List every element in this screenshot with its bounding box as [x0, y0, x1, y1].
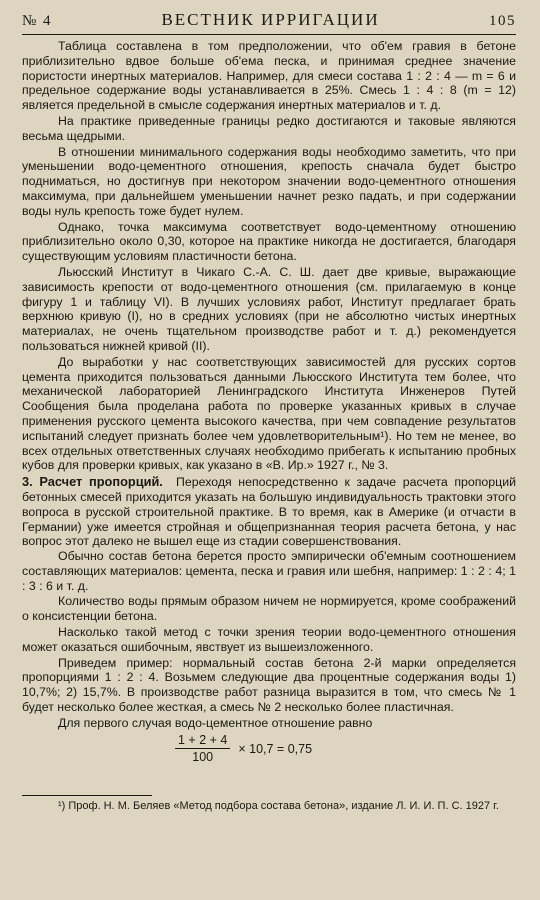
- header-rule: [22, 34, 516, 35]
- running-header: [22, 0, 516, 32]
- paragraph-example: Приведем пример: нормальный состав бетона 2-й марки определяется пропорциями 1 : 2 : 4. Возьмем следующие два процентные содержания воды 1) 10,7%; 2) 15,7%. В производстве работ разница выразится в том, что смесь № 1 будет несколько более жесткая, а смесь № 2 несколько более пластичная.: [22, 655, 516, 715]
- paragraph-method-error: Насколько такой метод с точки зрения теории водо-цементного отношения может оказаться ошибочным, явствует из вышеизложенного.: [22, 625, 516, 654]
- water-cement-formula: [175, 733, 516, 766]
- section-intro: Переходя непосредственно к задаче расчета пропорций бетонных смесей приходится указать на большую индивидуальность трактовки этого вопроса в русской строительной практике. В то время, как в Америке (и отчасти в Германии) уже имеется стройная и общепризнанная теория расчета бетона, у нас вопрос этот далеко не вышел еще из стадии совершенствования.: [22, 475, 517, 549]
- paragraph-table-assumption: Таблица составлена в том предположении, что об'ем гравия в бетоне приблизительно вдвое больше об'ема песка, и принимая среднее значение пористости инертных материалов. Например, для смеси состава 1 : 2 : 4 — m = 6 и предельное содержание воды устанавливается в 25%. Смесь 1 : 4 : 8 (m = 12) является предельной в смысле содержания инертных материалов и т. д.: [22, 39, 516, 113]
- section-proportions: [22, 475, 516, 549]
- formula-numerator: 1 + 2 + 4: [175, 733, 230, 750]
- footnote: ¹) Проф. Н. М. Беляев «Метод подбора состава бетона», издание Л. И. И. П. С. 1927 г.: [58, 800, 499, 813]
- footnote-rule: [22, 795, 152, 796]
- formula-denominator: 100: [192, 750, 214, 765]
- issue-number: № 4: [22, 13, 53, 29]
- journal-title: ВЕСТНИК ИРРИГАЦИИ: [161, 10, 380, 29]
- page-number: 105: [488, 13, 516, 29]
- section-paragraph: [22, 475, 516, 549]
- section-title: 3. Расчет пропорций.: [22, 474, 163, 490]
- paragraph-maximum-point: Однако, точка максимума соответствует водо-цементному отношению приблизительно около 0,30, которое на практике никогда не достигается, благодаря существующим условиям пластичности бетона.: [22, 219, 516, 264]
- paragraph-russian-cement: До выработки у нас соответствующих зависимостей для русских сортов цемента приходится пользоваться данными Льюсского Института тем более, что механической лабораторией Ленинградского Института Инженеров Путей Сообщения была проделана работа по проверке указанных кривых в случае применения русского цемента высокого качества, при чем совпадение результатов испытаний следует признать более чем удовлетворительным¹). Но тем не менее, во всех отдельных ответственных случаях необходимо прибегать к испытанию пробных кубов для проверки кривых, как указано в «В. Ир.» 1927 г., № 3.: [22, 354, 516, 473]
- paragraph-water-quantity: Количество воды прямым образом ничем не нормируется, кроме соображений о консистенции бетона.: [22, 594, 516, 624]
- paragraph-minimum-water: В отношении минимального содержания воды необходимо заметить, что при уменьшении водо-цементного отношения, крепость сначала будет быстро подниматься, но достигнув при некотором значении водо-цементного отношения максимума, при дальнейшем уменьшении начнет резко падать, и при содержании воды нуль крепость тоже будет нулем.: [22, 144, 516, 218]
- paragraph-lewis-institute: Льюсский Институт в Чикаго С.-А. С. Ш. дает две кривые, выражающие зависимость крепости от водо-цементного отношения (см. прилагаемую в конце фигуру 1 и таблицу VI). В лучших условиях работ, Институт предлагает брать верхнюю кривую (I), но в средних условиях (при не абсолютно чистых инертных материалах, не очень тщательном производстве работ и т. д.) рекомендуется пользоваться нижней кривой (II).: [22, 264, 516, 353]
- formula-fraction: [175, 733, 230, 766]
- paragraph-limits: На практике приведенные границы редко достигаются и таковые являются весьма щедрыми.: [22, 113, 516, 143]
- formula-result: × 10,7 = 0,75: [238, 741, 313, 756]
- paragraph-first-case: Для первого случая водо-цементное отношение равно: [58, 715, 373, 730]
- article-body: [22, 39, 516, 814]
- paragraph-volumetric-ratio: Обычно состав бетона берется просто эмпирически об'емным соотношением составляющих материалов: цемента, песка и гравия или шебня, например: 1 : 2 : 4; 1 : 3 : 6 и т. д.: [22, 549, 516, 593]
